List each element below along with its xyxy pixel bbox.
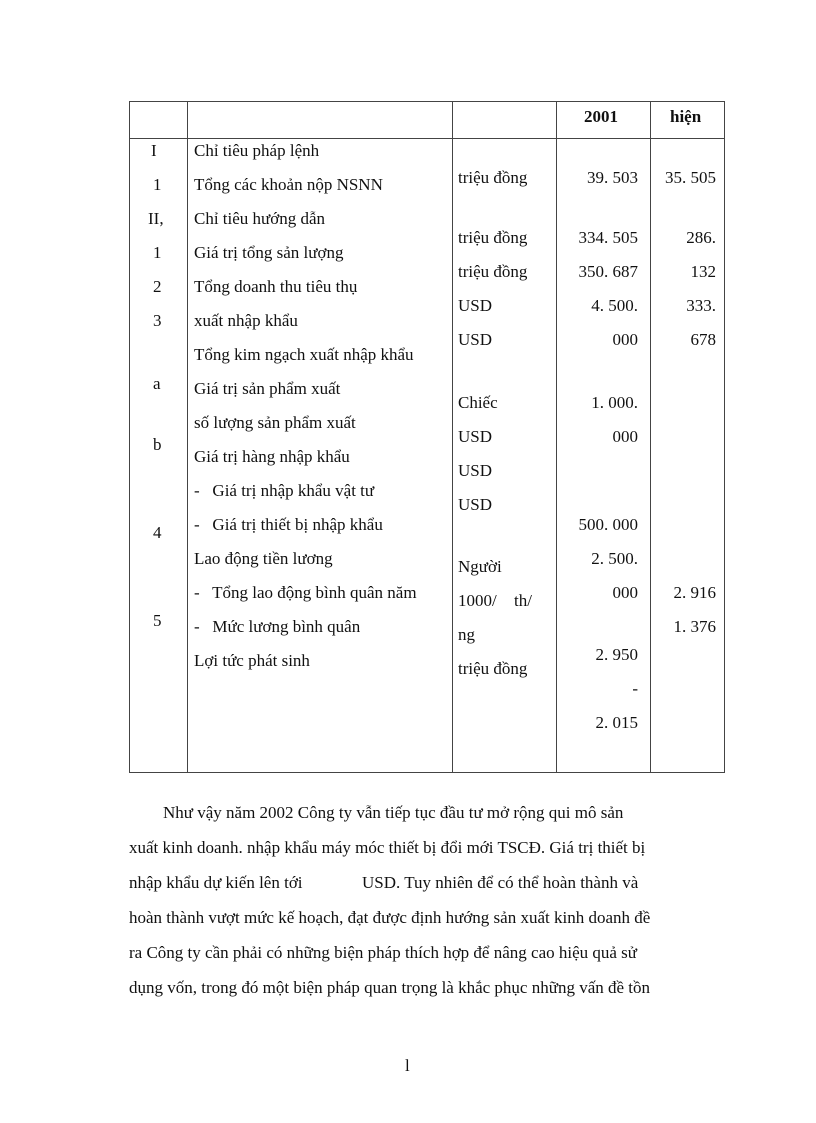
value-current: 2. 916 <box>673 583 716 602</box>
table-header-divider <box>130 138 724 139</box>
row-number: 2 <box>153 277 162 296</box>
value-current: 333. <box>686 296 716 315</box>
indicator-label: - Tổng lao động bình quân năm <box>194 583 417 602</box>
row-number: 1 <box>153 243 162 262</box>
paragraph-line: ra Công ty cần phải có những biện pháp thích hợp để nâng cao hiệu quả sử <box>129 943 638 962</box>
value-2001: - <box>632 679 638 698</box>
value-2001: 39. 503 <box>587 168 638 187</box>
indicator-label: Lao động tiền lương <box>194 549 333 568</box>
paragraph-line: dụng vốn, trong đó một biện pháp quan trọng là khắc phục những vấn đề tồn <box>129 978 651 997</box>
unit-label: USD <box>458 427 493 446</box>
unit-label: USD <box>458 495 493 514</box>
value-2001: 2. 015 <box>595 713 638 732</box>
indicator-label: Giá trị hàng nhập khẩu <box>194 447 350 466</box>
row-number: 1 <box>153 175 162 194</box>
table-divider <box>452 102 453 772</box>
unit-label: ng <box>458 625 475 644</box>
page-number: l <box>405 1056 410 1075</box>
value-2001: 350. 687 <box>578 262 638 281</box>
indicator-label: - Mức lương bình quân <box>194 617 361 636</box>
paragraph-line: hoàn thành vượt mức kế hoạch, đạt được định hướng sản xuất kinh doanh đề <box>129 908 651 927</box>
value-2001: 000 <box>612 583 638 602</box>
value-2001: 000 <box>612 427 638 446</box>
row-number: 5 <box>153 611 162 630</box>
unit-label: USD <box>458 461 493 480</box>
value-current: 286. <box>686 228 716 247</box>
unit-label: th/ <box>514 591 532 610</box>
value-2001: 1. 000. <box>591 393 638 412</box>
indicator-label: Chỉ tiêu hướng dẫn <box>194 209 326 228</box>
indicator-label: Tổng các khoản nộp NSNN <box>194 175 383 194</box>
indicator-label: số lượng sản phẩm xuất <box>194 413 356 432</box>
row-number: a <box>153 374 161 393</box>
unit-label: triệu đồng <box>458 168 528 187</box>
data-table <box>129 101 725 773</box>
row-number: 4 <box>153 523 162 542</box>
value-current: 35. 505 <box>665 168 716 187</box>
value-2001: 2. 500. <box>591 549 638 568</box>
table-divider <box>556 102 557 772</box>
unit-label: Người <box>458 557 502 576</box>
paragraph-line: nhập khẩu dự kiến lên tới USD. Tuy nhiên để có thể hoàn thành và <box>129 873 639 892</box>
indicator-label: Tổng doanh thu tiêu thụ <box>194 277 358 296</box>
paragraph-line: Như vậy năm 2002 Công ty vẫn tiếp tục đầu tư mở rộng qui mô sản <box>163 803 624 822</box>
value-2001: 000 <box>612 330 638 349</box>
row-number: II, <box>148 209 164 228</box>
paragraph-line: xuất kinh doanh. nhập khẩu máy móc thiết bị đổi mới TSCĐ. Giá trị thiết bị <box>129 838 646 857</box>
indicator-label: Chỉ tiêu pháp lệnh <box>194 141 320 160</box>
value-2001: 4. 500. <box>591 296 638 315</box>
indicator-label: Tổng kim ngạch xuất nhập khẩu <box>194 345 414 364</box>
unit-label: triệu đồng <box>458 262 528 281</box>
indicator-label: - Giá trị nhập khẩu vật tư <box>194 481 375 500</box>
table-divider <box>187 102 188 772</box>
unit-label: USD <box>458 330 493 349</box>
indicator-label: - Giá trị thiết bị nhập khẩu <box>194 515 383 534</box>
unit-label: Chiếc <box>458 393 498 412</box>
indicator-label: xuất nhập khẩu <box>194 311 298 330</box>
row-number: 3 <box>153 311 162 330</box>
unit-label: USD <box>458 296 493 315</box>
unit-label: 1000/ <box>458 591 497 610</box>
row-number: I <box>151 141 157 160</box>
header-year: 2001 <box>584 107 618 126</box>
unit-label: triệu đồng <box>458 228 528 247</box>
indicator-label: Giá trị tổng sản lượng <box>194 243 344 262</box>
value-current: 132 <box>690 262 716 281</box>
indicator-label: Lợi tức phát sinh <box>194 651 310 670</box>
value-2001: 334. 505 <box>578 228 638 247</box>
table-divider <box>650 102 651 772</box>
unit-label: triệu đồng <box>458 659 528 678</box>
indicator-label: Giá trị sản phẩm xuất <box>194 379 341 398</box>
value-current: 678 <box>690 330 716 349</box>
header-current: hiện <box>670 107 702 126</box>
value-current: 1. 376 <box>673 617 716 636</box>
value-2001: 500. 000 <box>578 515 638 534</box>
value-2001: 2. 950 <box>595 645 638 664</box>
row-number: b <box>153 435 162 454</box>
